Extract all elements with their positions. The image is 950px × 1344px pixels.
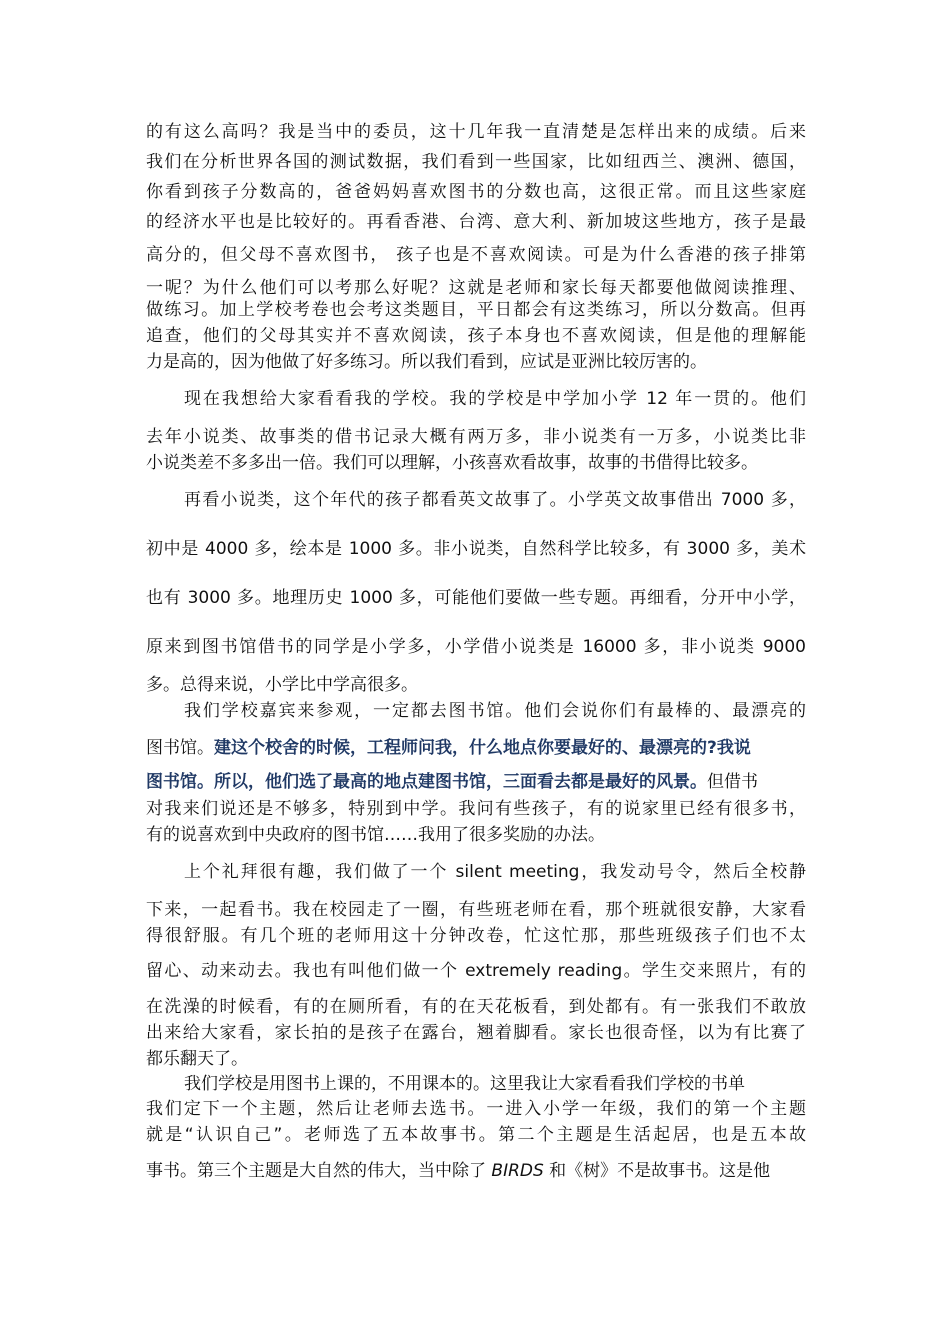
text-line: 初中是 4000 多，绘本是 1000 多。非小说类，自然科学比较多，有 3000 多，美术 [146,539,806,559]
text-line: 的有这么高吗？我是当中的委员，这十几年我一直清楚是怎样出来的成绩。后来 [146,122,806,142]
text-line: 现在我想给大家看看我的学校。我的学校是中学加小学 12 年一贯的。他们 [184,389,806,409]
text-line: 的经济水平也是比较好的。再看香港、台湾、意大利、新加坡这些地方，孩子是最 [146,212,806,232]
text-line: 下来，一起看书。我在校园走了一圈，有些班老师在看，那个班就很安静，大家看 [146,900,806,920]
text-line: 得很舒服。有几个班的老师用这十分钟改卷，忙这忙那，那些班级孩子们也不太 [146,926,806,946]
text-line: 高分的，但父母不喜欢图书， 孩子也是不喜欢阅读。可是为什么香港的孩子排第 [146,245,806,265]
text-line [146,733,806,763]
text-line: 就是“认识自己”。老师选了五本故事书。第二个主题是生活起居，也是五本故 [146,1125,806,1145]
text-line: 有的说喜欢到中央政府的图书馆……我用了很多奖励的办法。 [146,825,605,845]
text-line: 多。总得来说，小学比中学高很多。 [146,675,418,695]
text-line: 在洗澡的时候看，有的在厕所看，有的在天花板看，到处都有。有一张我们不敢放 [146,997,806,1017]
text-line [146,1156,806,1186]
text-line: 你看到孩子分数高的，爸爸妈妈喜欢图书的分数也高，这很正常。而且这些家庭 [146,182,806,202]
text-run: 但借书 [707,772,758,792]
bold-text-run: 图书馆。所以，他们选了最高的地点建图书馆，三面看去都是最好的风景。 [146,772,707,792]
text-line: 我们学校是用图书上课的，不用课本的。这里我让大家看看我们学校的书单 [184,1074,745,1094]
text-line: 我们学校嘉宾来参观，一定都去图书馆。他们会说你们有最棒的、最漂亮的 [184,701,806,721]
italic-text-run: BIRDS [491,1161,544,1181]
text-run: 图书馆。 [146,738,214,758]
text-line: 都乐翻天了。 [146,1049,248,1069]
text-line: 也有 3000 多。地理历史 1000 多，可能他们要做一些专题。再细看，分开中小学， [146,588,806,608]
text-line: 我们在分析世界各国的测试数据，我们看到一些国家，比如纽西兰、澳洲、德国， [146,152,806,172]
text-run: 和《树》不是故事书。这是他 [543,1161,771,1181]
text-line [146,767,806,797]
text-line: 力是高的，因为他做了好多练习。所以我们看到，应试是亚洲比较厉害的。 [146,352,707,372]
text-line: 上个礼拜很有趣，我们做了一个 silent meeting，我发动号令，然后全校静 [184,862,806,882]
text-line: 小说类差不多多出一倍。我们可以理解，小孩喜欢看故事，故事的书借得比较多。 [146,453,758,473]
text-line: 再看小说类，这个年代的孩子都看英文故事了。小学英文故事借出 7000 多， [184,490,806,510]
text-line: 我们定下一个主题，然后让老师去选书。一进入小学一年级，我们的第一个主题 [146,1099,806,1119]
text-line: 原来到图书馆借书的同学是小学多，小学借小说类是 16000 多，非小说类 9000 [146,637,806,657]
text-line: 一呢？为什么他们可以考那么好呢？这就是老师和家长每天都要他做阅读推理、 [146,278,806,298]
text-run: 事书。第三个主题是大自然的伟大，当中除了 [146,1161,492,1181]
text-line: 对我来们说还是不够多，特别到中学。我问有些孩子，有的说家里已经有很多书， [146,799,806,819]
text-line: 做练习。加上学校考卷也会考这类题目，平日都会有这类练习，所以分数高。但再 [146,300,806,320]
bold-text-run: 建这个校舍的时候，工程师问我，什么地点你要最好的、最漂亮的?我说 [214,738,751,758]
text-line: 去年小说类、故事类的借书记录大概有两万多，非小说类有一万多，小说类比非 [146,427,806,447]
text-line: 出来给大家看，家长拍的是孩子在露台，翘着脚看。家长也很奇怪，以为有比赛了 [146,1023,806,1043]
text-line: 留心、动来动去。我也有叫他们做一个 extremely reading。学生交来照片，有的 [146,961,806,981]
text-line: 追查，他们的父母其实并不喜欢阅读，孩子本身也不喜欢阅读，但是他的理解能 [146,326,806,346]
